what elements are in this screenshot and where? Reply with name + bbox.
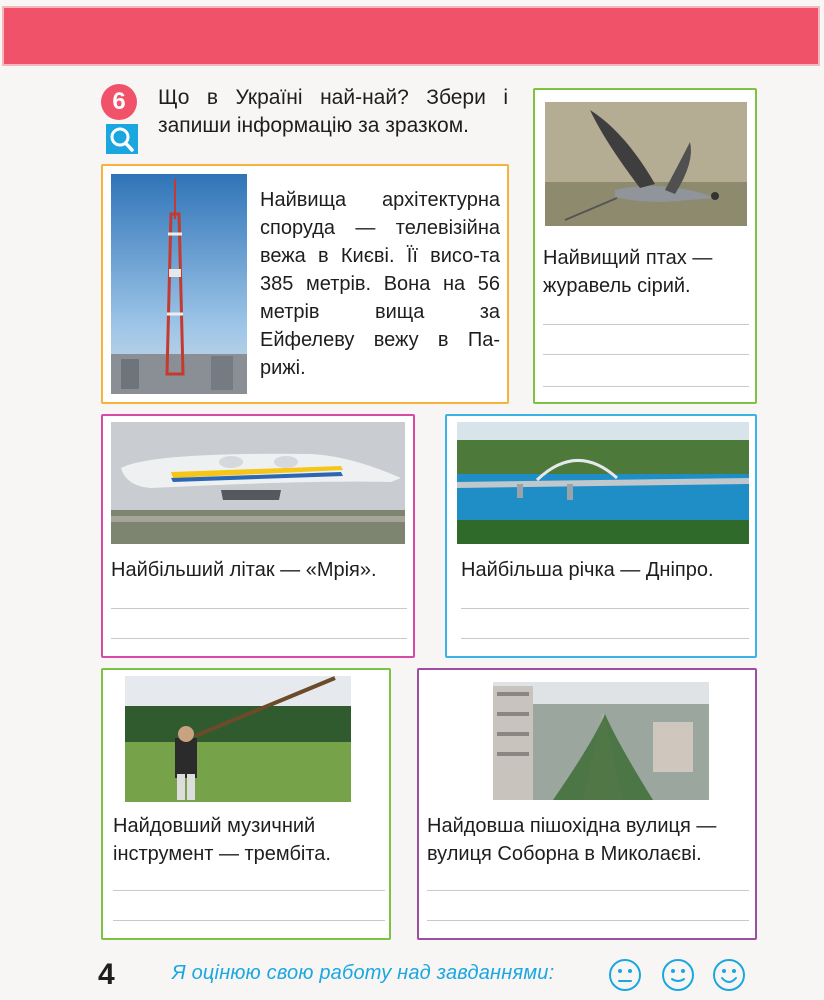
card-trembita	[101, 668, 391, 940]
card-street	[417, 668, 757, 940]
card-plane	[101, 414, 415, 658]
big-smile-icon[interactable]	[712, 958, 746, 992]
river-caption: Найбільша річка — Дніпро.	[461, 559, 714, 581]
card-river	[445, 414, 757, 658]
tower-caption: Найвища архітектурна споруда — телевізійна вежа в Києві. Її висо-та 385 метрів. Вона на 56 метрів вища за Ейфелеву вежу в Па-рижі.	[260, 189, 500, 379]
self-assessment-label: Я оцінюю свою работу над завданнями:	[172, 962, 555, 984]
crane-photo	[545, 102, 747, 226]
mriya-plane-photo	[111, 422, 405, 544]
page-number: 4	[98, 958, 115, 991]
header-banner	[2, 6, 820, 66]
trembita-caption: Найдовший музичний інструмент — трембіта.	[113, 815, 331, 865]
slight-smile-icon[interactable]	[661, 958, 695, 992]
dnipro-river-photo	[457, 422, 749, 544]
task-number-badge: 6	[101, 84, 137, 120]
soborna-street-photo	[493, 682, 709, 800]
trembita-photo	[125, 676, 351, 802]
magnifier-icon	[106, 124, 138, 154]
tv-tower-photo	[111, 174, 247, 394]
task-instruction: Що в Україні най-най? Збери і запиши інформацію за зразком.	[158, 86, 508, 137]
neutral-face-icon[interactable]	[608, 958, 642, 992]
card-crane	[533, 88, 757, 404]
plane-caption: Найбільший літак — «Мрія».	[111, 559, 377, 581]
crane-caption: Найвищий птах — журавель сірий.	[543, 247, 713, 297]
street-caption: Найдовша пішохідна вулиця — вулиця Соборна в Миколаєві.	[427, 815, 717, 865]
card-tv-tower	[101, 164, 509, 404]
